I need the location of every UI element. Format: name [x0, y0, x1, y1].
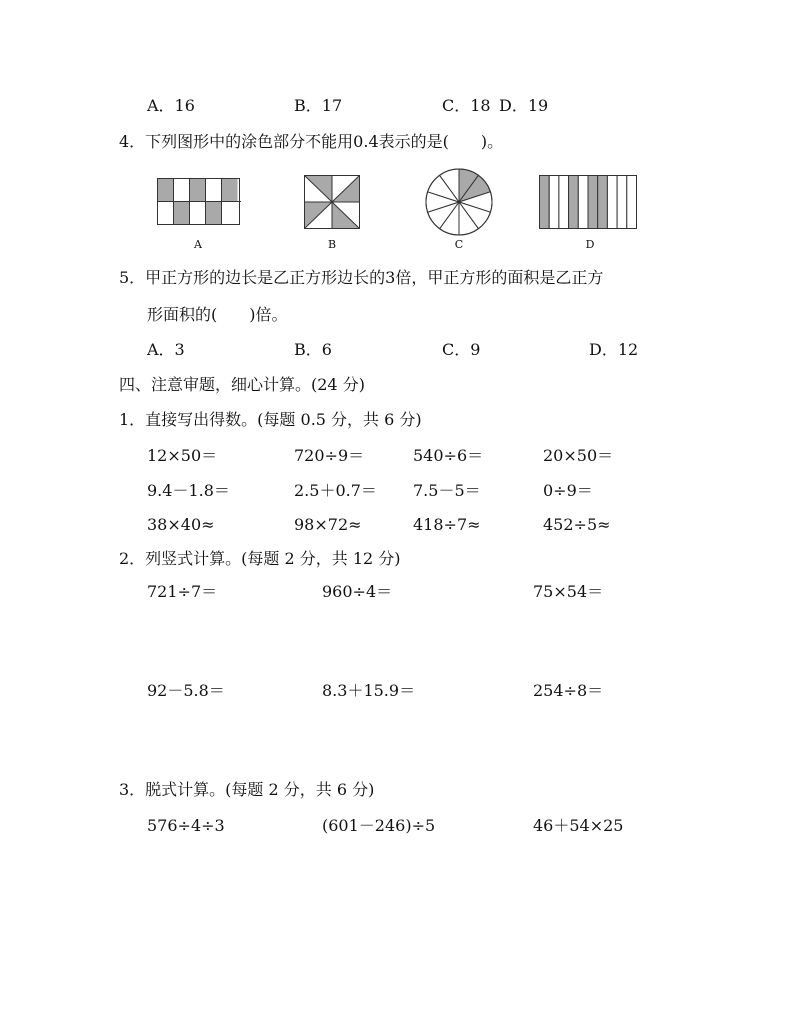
- part3-title: 3．脱式计算。(每题 2 分，共 6 分): [119, 780, 375, 799]
- q3-option-a: A．16: [147, 96, 195, 115]
- figure-b-square: [304, 175, 360, 229]
- figure-b-label: B: [327, 238, 337, 251]
- calc-item: 0÷9＝: [543, 481, 593, 500]
- figure-a-grid: [157, 178, 241, 225]
- calc-item: 540÷6＝: [413, 446, 484, 465]
- figure-c-label: C: [454, 238, 464, 251]
- calc-item: 7.5－5＝: [413, 481, 481, 500]
- vertical-calc-item: 75×54＝: [533, 582, 604, 601]
- q5-stem-line1: 5．甲正方形的边长是乙正方形边长的3倍，甲正方形的面积是乙正方: [119, 268, 604, 287]
- vertical-calc-item: 721÷7＝: [147, 582, 218, 601]
- section-title: 四、注意审题，细心计算。(24 分): [119, 375, 365, 394]
- calc-item: 38×40≈: [147, 515, 215, 534]
- q5-option-d: D．12: [589, 340, 639, 359]
- calc-item: 12×50＝: [147, 446, 218, 465]
- strip: [607, 176, 617, 229]
- q5-option-c: C．9: [442, 340, 481, 359]
- figure-d-strips: [539, 175, 638, 230]
- vertical-calc-item: 960÷4＝: [322, 582, 393, 601]
- stepwise-calc-item: 576÷4÷3: [147, 816, 225, 835]
- stepwise-calc-item: 46＋54×25: [533, 816, 624, 835]
- stepwise-calc-item: (601－246)÷5: [322, 816, 436, 835]
- calc-item: 9.4－1.8＝: [147, 481, 230, 500]
- q3-option-b: B．17: [294, 96, 343, 115]
- part2-title: 2．列竖式计算。(每题 2 分，共 12 分): [119, 549, 401, 568]
- calc-item: 452÷5≈: [543, 515, 611, 534]
- strip: [598, 176, 608, 229]
- calc-item: 98×72≈: [294, 515, 362, 534]
- strip: [627, 176, 637, 229]
- q5-option-a: A．3: [147, 340, 185, 359]
- q5-stem-line2: 形面积的( )倍。: [147, 305, 288, 324]
- calc-item: 2.5＋0.7＝: [294, 481, 377, 500]
- calc-item: 20×50＝: [543, 446, 614, 465]
- strip: [549, 176, 559, 229]
- strip: [617, 176, 627, 229]
- q3-option-d: D．19: [499, 96, 549, 115]
- strip: [559, 176, 569, 229]
- strip: [569, 176, 579, 229]
- part1-title: 1．直接写出得数。(每题 0.5 分，共 6 分): [119, 410, 422, 429]
- q4-stem: 4．下列图形中的涂色部分不能用0.4表示的是( )。: [119, 132, 504, 151]
- strip: [540, 176, 550, 229]
- figure-d-label: D: [585, 238, 595, 251]
- strip: [588, 176, 598, 229]
- figure-c-circle: [424, 167, 494, 237]
- strip: [578, 176, 588, 229]
- q3-option-c: C．18: [442, 96, 491, 115]
- figure-a-label: A: [194, 238, 202, 251]
- vertical-calc-item: 254÷8＝: [533, 681, 604, 700]
- vertical-calc-item: 8.3＋15.9＝: [322, 681, 416, 700]
- vertical-calc-item: 92－5.8＝: [147, 681, 225, 700]
- calc-item: 418÷7≈: [413, 515, 481, 534]
- calc-item: 720÷9＝: [294, 446, 365, 465]
- q5-option-b: B．6: [294, 340, 332, 359]
